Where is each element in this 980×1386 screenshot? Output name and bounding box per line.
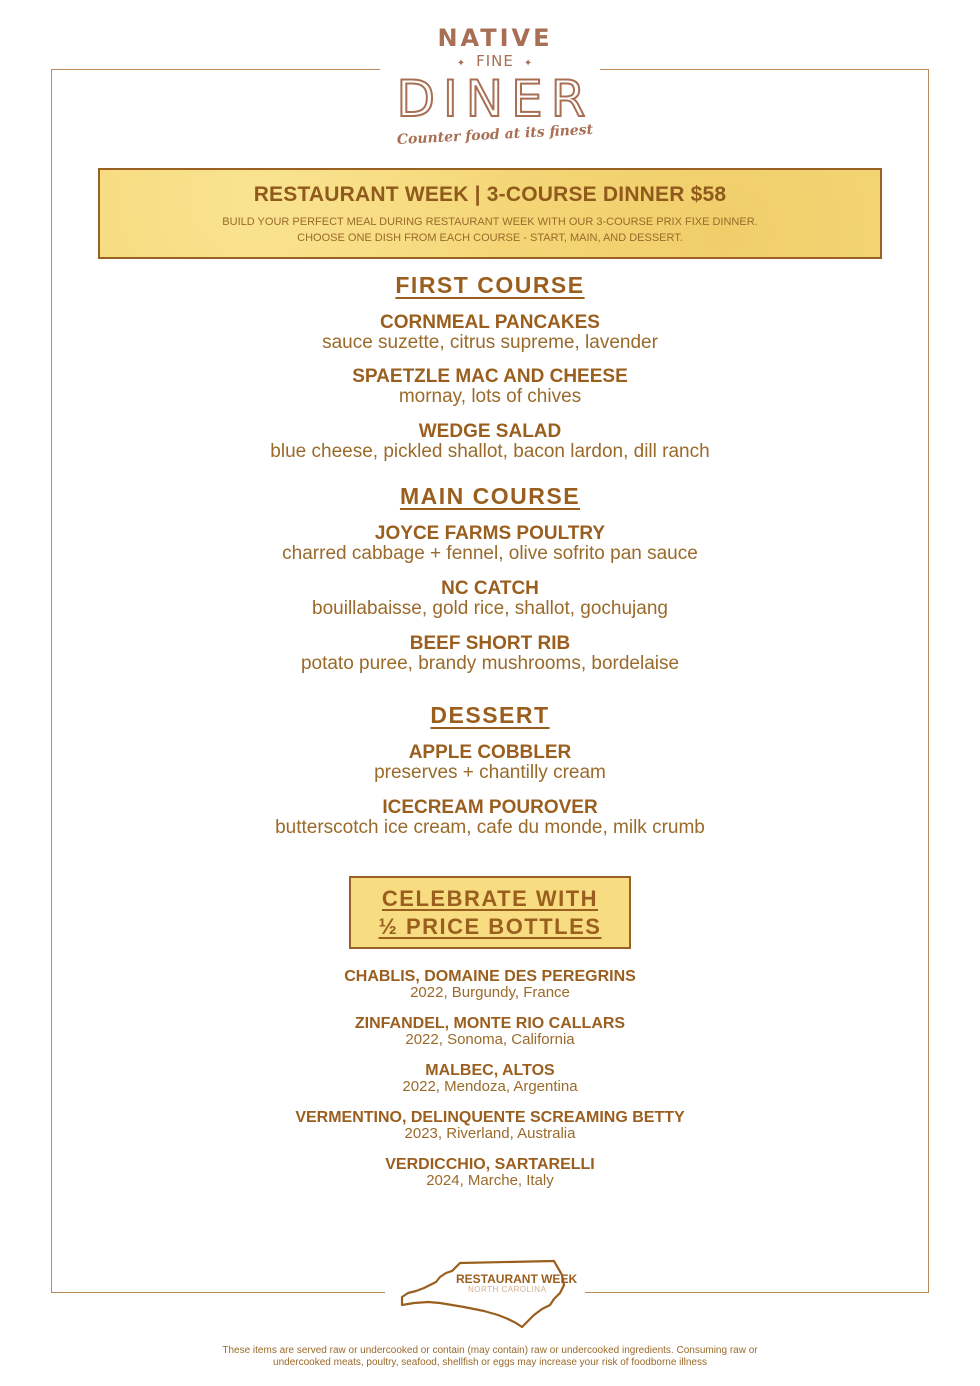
dish-description: bouillabaisse, gold rice, shallot, gochujang xyxy=(312,598,668,619)
dish-item xyxy=(0,797,980,837)
wine-name: VERDICCHIO, SARTARELLI xyxy=(385,1156,595,1173)
north-carolina-map-icon xyxy=(394,1255,574,1335)
dish-description: butterscotch ice cream, cafe du monde, milk crumb xyxy=(275,817,705,838)
course-title-dessert: DESSERT xyxy=(430,702,550,728)
logo-native: NATIVE xyxy=(437,24,553,52)
disclaimer-line: These items are served raw or undercooked or contain (may contain) raw or undercooked ingredients. Consuming raw or xyxy=(222,1345,758,1356)
logo-tagline: Counter food at its finest xyxy=(396,121,594,149)
dish-item xyxy=(0,421,980,461)
dish-item xyxy=(0,742,980,782)
star-icon: ✦ xyxy=(523,58,534,69)
dish-description: charred cabbage + fennel, olive sofrito pan sauce xyxy=(282,543,698,564)
dish-item xyxy=(0,366,980,406)
wine-promo-line: CELEBRATE WITH xyxy=(381,886,599,911)
wine-name: MALBEC, ALTOS xyxy=(425,1062,555,1079)
wine-name: ZINFANDEL, MONTE RIO CALLARS xyxy=(354,1015,626,1032)
dish-name: NC CATCH xyxy=(441,578,539,599)
wine-promo-box xyxy=(349,876,631,949)
logo-fine xyxy=(380,52,610,70)
wine-name: VERMENTINO, DELINQUENTE SCREAMING BETTY xyxy=(295,1109,685,1126)
dish-name: JOYCE FARMS POULTRY xyxy=(374,523,606,544)
logo-diner: DINER xyxy=(396,70,594,128)
dish-name: BEEF SHORT RIB xyxy=(409,633,571,654)
logo-fine-text: FINE xyxy=(476,52,514,70)
banner-title: RESTAURANT WEEK | 3-COURSE DINNER $58 xyxy=(253,183,727,206)
wine-detail: 2023, Riverland, Australia xyxy=(404,1125,576,1142)
dish-description: sauce suzette, citrus supreme, lavender xyxy=(322,332,658,353)
dish-item xyxy=(0,578,980,618)
dish-item xyxy=(0,633,980,673)
prix-fixe-banner xyxy=(98,168,882,259)
wine-item xyxy=(0,1015,980,1047)
wine-detail: 2022, Mendoza, Argentina xyxy=(402,1078,578,1095)
dish-description: blue cheese, pickled shallot, bacon lardon, dill ranch xyxy=(270,441,710,462)
restaurant-week-label: RESTAURANT WEEK xyxy=(456,1272,578,1286)
wine-promo-line: ½ PRICE BOTTLES xyxy=(378,914,602,939)
course-title-main: MAIN COURSE xyxy=(399,483,581,509)
wine-name: CHABLIS, DOMAINE DES PEREGRINS xyxy=(344,968,636,985)
wine-item xyxy=(0,1109,980,1141)
dish-item xyxy=(0,523,980,563)
dish-name: WEDGE SALAD xyxy=(418,421,562,442)
food-safety-disclaimer xyxy=(180,1345,800,1369)
wine-detail: 2022, Burgundy, France xyxy=(410,984,570,1001)
banner-description-line: BUILD YOUR PERFECT MEAL DURING RESTAURANT WEEK WITH OUR 3-COURSE PRIX FIXE DINNER. xyxy=(222,216,758,228)
course-title-first: FIRST COURSE xyxy=(395,272,585,298)
disclaimer-line: undercooked meats, poultry, seafood, shellfish or eggs may increase your risk of foodborne illness xyxy=(273,1357,707,1368)
wine-item xyxy=(0,1156,980,1188)
banner-description xyxy=(100,214,880,246)
dish-name: SPAETZLE MAC AND CHEESE xyxy=(352,366,628,387)
dish-description: potato puree, brandy mushrooms, bordelaise xyxy=(300,653,680,674)
wine-detail: 2024, Marche, Italy xyxy=(426,1172,554,1189)
dish-description: mornay, lots of chives xyxy=(398,386,582,407)
restaurant-logo xyxy=(380,22,610,157)
dish-description: preserves + chantilly cream xyxy=(374,762,606,783)
wine-item xyxy=(0,1062,980,1094)
dish-name: CORNMEAL PANCAKES xyxy=(380,312,600,333)
wine-item xyxy=(0,968,980,1000)
north-carolina-label: NORTH CAROLINA xyxy=(468,1285,547,1294)
star-icon: ✦ xyxy=(456,58,467,69)
restaurant-week-nc-logo xyxy=(394,1255,578,1335)
dish-name: ICECREAM POUROVER xyxy=(382,797,598,818)
banner-description-line: CHOOSE ONE DISH FROM EACH COURSE - START, MAIN, AND DESSERT. xyxy=(297,232,683,244)
dish-item xyxy=(0,312,980,352)
wine-detail: 2022, Sonoma, California xyxy=(405,1031,575,1048)
dish-name: APPLE COBBLER xyxy=(408,742,572,763)
